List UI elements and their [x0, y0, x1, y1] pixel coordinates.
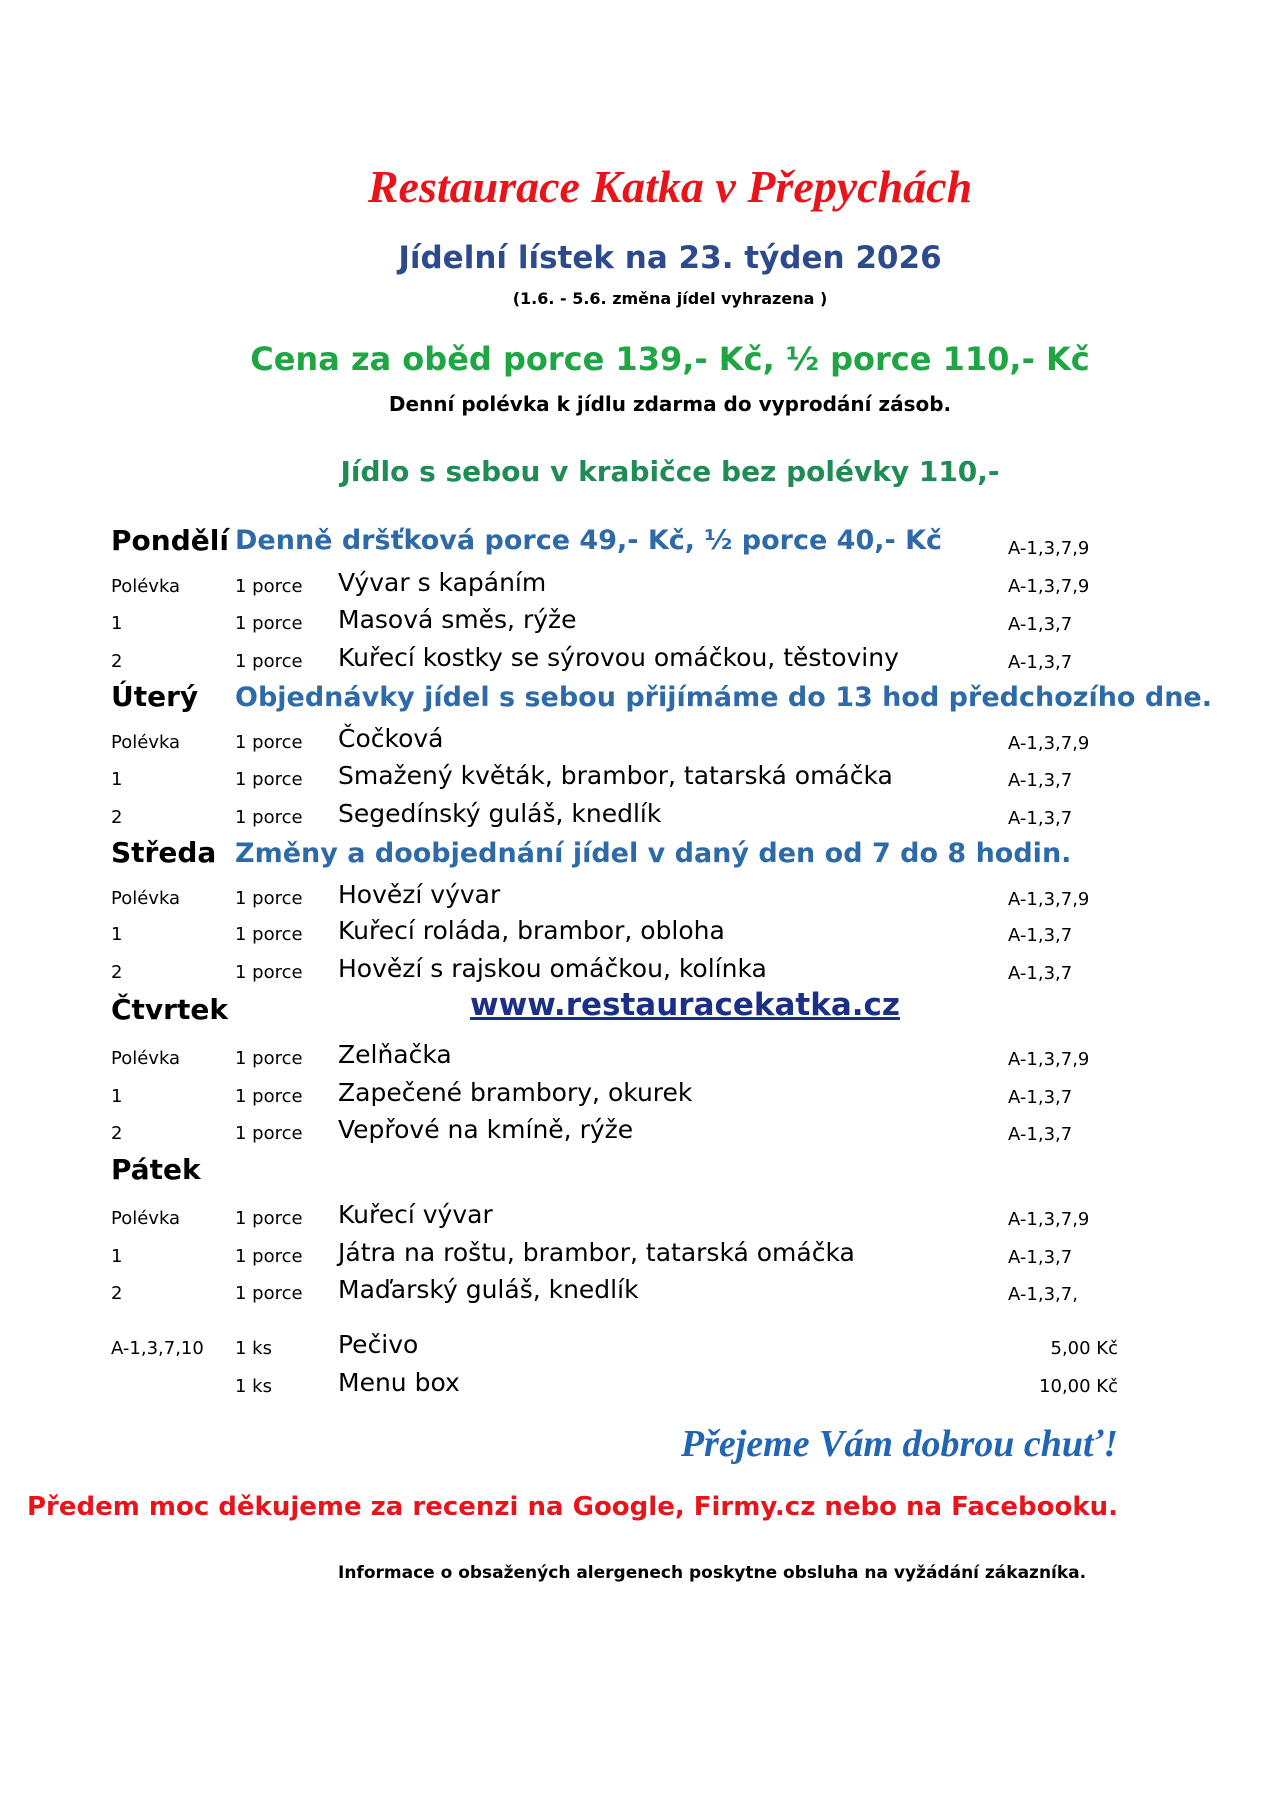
item-qty: 1 porce	[235, 1048, 303, 1069]
day-friday: Pátek	[111, 1153, 201, 1186]
item-dish: Vývar s kapáním	[338, 568, 547, 597]
lunch-price: Cena za oběd porce 139,- Kč, ½ porce 110,- Kč	[250, 340, 1090, 378]
item-dish: Maďarský guláš, knedlík	[338, 1275, 639, 1304]
item-qty: 1 porce	[235, 888, 303, 909]
item-dish: Vepřové na kmíně, rýže	[338, 1115, 634, 1144]
day-monday: Pondělí	[111, 524, 229, 557]
item-label: Polévka	[111, 732, 181, 753]
item-allergens: A-1,3,7,	[1008, 1284, 1078, 1305]
item-allergens: A-1,3,7	[1008, 1124, 1073, 1145]
item-allergens: A-1,3,7	[1008, 1247, 1073, 1268]
item-dish: Smažený květák, brambor, tatarská omáčka	[338, 761, 893, 790]
item-label: 1	[111, 1086, 123, 1107]
day-tuesday: Úterý	[111, 680, 199, 713]
item-allergens: A-1,3,7	[1008, 925, 1073, 946]
item-allergens: A-1,3,7	[1008, 808, 1073, 829]
item-qty: 1 porce	[235, 1246, 303, 1267]
item-dish: Játra na roštu, brambor, tatarská omáčka	[338, 1238, 855, 1267]
item-dish: Zapečené brambory, okurek	[338, 1078, 693, 1107]
item-dish: Kuřecí vývar	[338, 1200, 493, 1229]
day-monday-info: Denně dršťková porce 49,- Kč, ½ porce 40,- Kč	[235, 525, 943, 556]
item-allergens: A-1,3,7,9	[1008, 576, 1090, 597]
item-qty: 1 porce	[235, 1123, 303, 1144]
item-qty: 1 porce	[235, 613, 303, 634]
item-qty: 1 porce	[235, 769, 303, 790]
item-label: Polévka	[111, 1048, 181, 1069]
item-label: 2	[111, 651, 123, 672]
item-qty: 1 porce	[235, 732, 303, 753]
extra-label: A-1,3,7,10	[111, 1338, 204, 1359]
extra-qty: 1 ks	[235, 1376, 272, 1397]
item-dish: Segedínský guláš, knedlík	[338, 799, 662, 828]
item-allergens: A-1,3,7	[1008, 963, 1073, 984]
item-label: 1	[111, 613, 123, 634]
item-qty: 1 porce	[235, 924, 303, 945]
extra-price: 5,00 Kč	[1050, 1338, 1118, 1359]
item-dish: Kuřecí roláda, brambor, obloha	[338, 916, 725, 945]
item-label: 1	[111, 769, 123, 790]
item-allergens: A-1,3,7	[1008, 652, 1073, 673]
item-qty: 1 porce	[235, 1283, 303, 1304]
item-qty: 1 porce	[235, 1086, 303, 1107]
item-dish: Hovězí s rajskou omáčkou, kolínka	[338, 954, 767, 983]
item-allergens: A-1,3,7	[1008, 1087, 1073, 1108]
item-dish: Masová směs, rýže	[338, 605, 577, 634]
item-label: 2	[111, 962, 123, 983]
extra-qty: 1 ks	[235, 1338, 272, 1359]
review-thanks: Předem moc děkujeme za recenzi na Google, Firmy.cz nebo na Facebooku.	[26, 1492, 1118, 1522]
day-thursday: Čtvrtek	[111, 993, 228, 1026]
extra-item: Pečivo	[338, 1330, 419, 1359]
item-label: 2	[111, 807, 123, 828]
day-wednesday: Středa	[111, 836, 217, 869]
item-qty: 1 porce	[235, 576, 303, 597]
extra-price: 10,00 Kč	[1039, 1376, 1118, 1397]
item-dish: Čočková	[338, 724, 444, 753]
day-tuesday-info: Objednávky jídel s sebou přijímáme do 13 hod předchozího dne.	[235, 682, 1212, 713]
soup-note: Denní polévka k jídlu zdarma do vyprodání zásob.	[388, 392, 952, 416]
item-allergens: A-1,3,7	[1008, 770, 1073, 791]
allergen-info: Informace o obsažených alergenech poskytne obsluha na vyžádání zákazníka.	[338, 1563, 1087, 1583]
item-label: 1	[111, 924, 123, 945]
item-label: 2	[111, 1283, 123, 1304]
item-allergens: A-1,3,7,9	[1008, 1049, 1090, 1070]
item-label: Polévka	[111, 576, 181, 597]
good-appetite-wish: Přejeme Vám dobrou chuť!	[680, 1423, 1118, 1465]
day-wednesday-info: Změny a doobjednání jídel v daný den od 7 do 8 hodin.	[235, 838, 1072, 869]
website-link[interactable]: www.restauracekatka.cz	[470, 987, 900, 1023]
extra-item: Menu box	[338, 1368, 460, 1397]
item-qty: 1 porce	[235, 807, 303, 828]
item-dish: Zelňačka	[338, 1040, 452, 1069]
day-monday-info-allergens: A-1,3,7,9	[1008, 538, 1090, 559]
restaurant-title: Restaurace Katka v Přepychách	[367, 161, 973, 212]
item-dish: Kuřecí kostky se sýrovou omáčkou, těstoviny	[338, 643, 899, 672]
item-label: 1	[111, 1246, 123, 1267]
takeaway-price: Jídlo s sebou v krabičce bez polévky 110,-	[340, 455, 1000, 488]
item-allergens: A-1,3,7,9	[1008, 889, 1090, 910]
item-label: Polévka	[111, 888, 181, 909]
change-note: (1.6. - 5.6. změna jídel vyhrazena )	[512, 289, 828, 308]
item-allergens: A-1,3,7,9	[1008, 1209, 1090, 1230]
menu-week-subtitle: Jídelní lístek na 23. týden 2026	[398, 240, 942, 276]
item-qty: 1 porce	[235, 1208, 303, 1229]
item-allergens: A-1,3,7	[1008, 614, 1073, 635]
item-dish: Hovězí vývar	[338, 880, 501, 909]
item-qty: 1 porce	[235, 962, 303, 983]
item-qty: 1 porce	[235, 651, 303, 672]
item-allergens: A-1,3,7,9	[1008, 733, 1090, 754]
item-label: Polévka	[111, 1208, 181, 1229]
item-label: 2	[111, 1123, 123, 1144]
